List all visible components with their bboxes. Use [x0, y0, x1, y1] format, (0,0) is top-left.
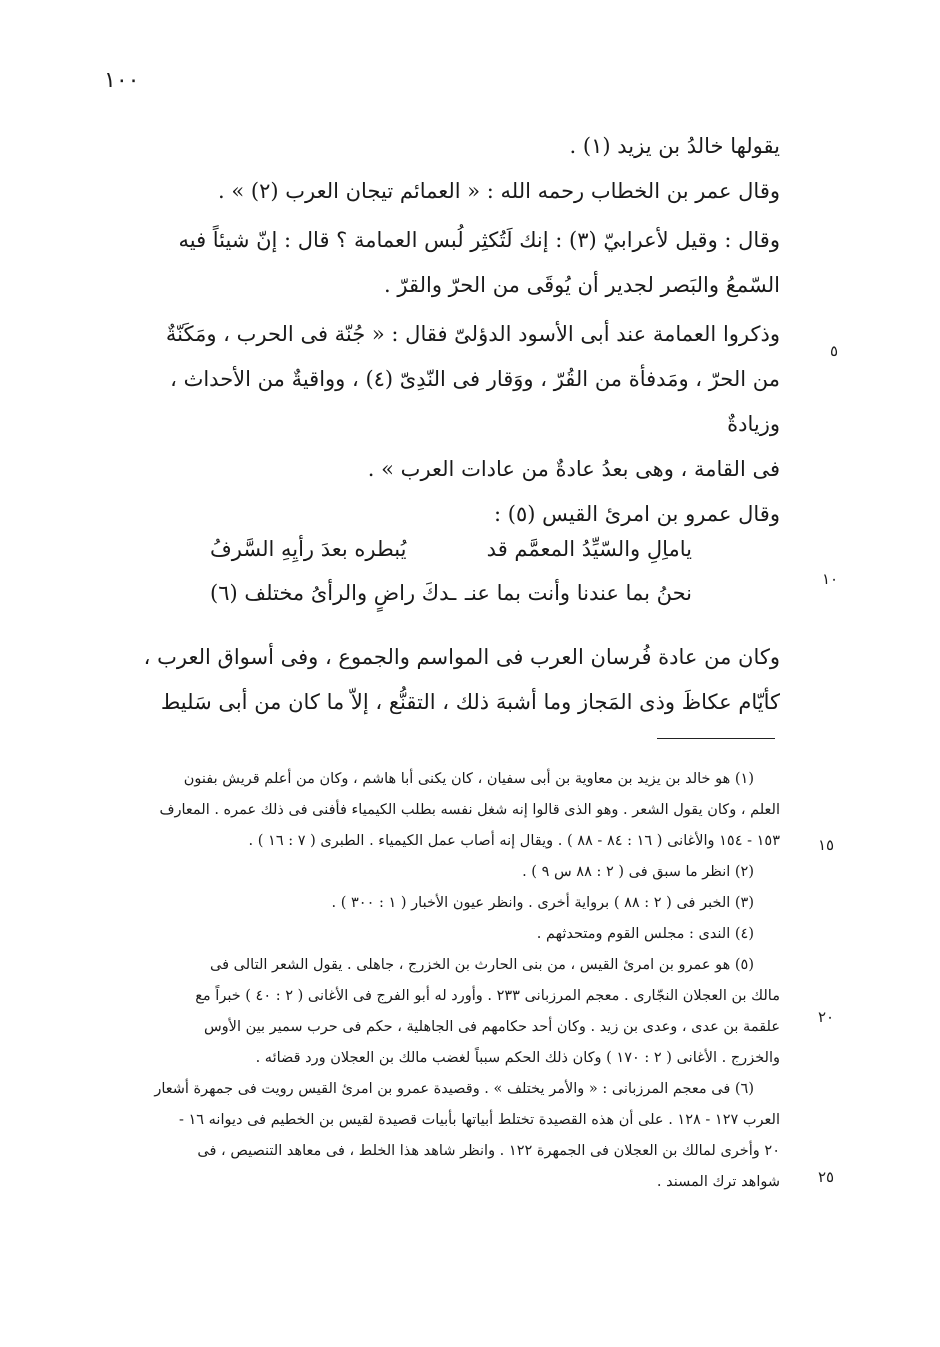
text-line: فى القامة ، وهى بعدُ عادةٌ من عادات العرب » .	[367, 457, 780, 481]
footnote-line: (٢) انظر ما سبق فى ( ٢ : ٨٨ س ٩ ) .	[522, 864, 754, 880]
footnote-separator	[657, 738, 775, 739]
footnote-line: (١) هو خالد بن يزيد بن معاوية بن أبى سفيان ، كان يكنى أبا هاشم ، وكان من أعلم قريش بفنون	[183, 771, 754, 787]
footnote-line: (٤) الندى : مجلس القوم ومتحدثهم .	[536, 926, 754, 942]
footnote-line: (٦) فى معجم المرزبانى : « والأمر يختلف » . وقصيدة عمرو بن امرئ القيس رويت فى جمهرة أشعار	[154, 1081, 754, 1097]
verse-line	[112, 581, 780, 625]
footnote-line: (٥) هو عمرو بن امرئ القيس ، من بنى الحارث بن الخزرج ، جاهلى . يقول الشعر التالى فى	[210, 957, 754, 973]
footnote-line: ٢٠ وأخرى لمالك بن العجلان فى الجمهرة ١٢٢ . وانظر شاهد هذا الخلط ، فى معاهد التنصيص ، فى	[197, 1143, 780, 1159]
verse-hemistich-left: ـدكَ راضٍ والرأىُ مختلف (٦)	[210, 581, 457, 605]
text-line: يقولها خالدُ بن يزيد (١) .	[569, 134, 780, 158]
footnote-line: (٣) الخبر فى ( ٢ : ٨٨ ) برواية أخرى . وانظر عيون الأخبار ( ١ : ٣٠٠ ) .	[331, 895, 754, 911]
page-number: ١٠٠	[104, 68, 140, 93]
footnote-line: شواهد ترك المسند .	[656, 1174, 780, 1190]
footnote-line: ١٥٣ - ١٥٤ والأغانى ( ١٦ : ٨٤ - ٨٨ ) . ويقال إنه أصاب عمل الكيمياء . الطبرى ( ٧ : ١٦ ) .	[248, 833, 780, 849]
text-line: السّمعُ والبَصر لجدير أن يُوقَى من الحرّ والقرّ .	[384, 273, 780, 297]
text-line: وذكروا العمامة عند أبى الأسود الدؤلىّ فقال : « جُنّة فى الحرب ، ومَكَنّةٌ	[165, 322, 780, 346]
footnote-line: العرب ١٢٧ - ١٢٨ . على أن هذه القصيدة تختلط أبياتها بأبيات قصيدة لقيس بن الخطيم فى ديوانه ١٦ -	[178, 1112, 780, 1128]
footnotes	[112, 764, 780, 1198]
footnote-line: علقمة بن عدى ، وعدى بن زيد . وكان أحد حكامهم فى الجاهلية ، حكم فى حرب سمير بين الأوس	[203, 1019, 780, 1035]
text-line: وقال : وقيل لأعرابيّ (٣) : إنك لَتُكثِر لُبس العمامة ؟ قال : إنّ شيئاً فيه	[178, 228, 780, 252]
text-line: كأيّام عكاظَ وذى المَجاز وما أشبهَ ذلك ، التقنُّع ، إلاّ ما كان من أبى سَليط	[160, 690, 780, 714]
text-line: وقال عمر بن الخطاب رحمه الله : « العمائم تيجان العرب (٢) » .	[218, 179, 780, 203]
text-line: وقال عمرو بن امرئ القيس (٥) :	[494, 502, 780, 526]
margin-line-number: ١٥	[818, 836, 835, 854]
margin-line-number: ٢٥	[818, 1168, 835, 1186]
footnote-line: والخزرج . الأغانى ( ٢ : ١٧٠ ) وكان ذلك الحكم سبباً لغضب مالك بن العجلان ورد قضائه .	[255, 1050, 780, 1066]
verse-line	[112, 537, 780, 581]
margin-line-number: ٥	[830, 342, 839, 360]
verse-hemistich-right: ياماِلِ والسّيِّدُ المعمَّم قد	[486, 537, 692, 561]
verse-hemistich-right: نحنُ بما عندنا وأنت بما عنـ	[464, 581, 692, 605]
verse-hemistich-left: يُبطره بعدَ رأيِهِ السَّرفُ	[210, 537, 407, 561]
footnote-line: العلم ، وكان يقول الشعر . وهو الذى قالوا إنه شغل نفسه بطلب الكيمياء فأفنى فى ذلك عمره . المعارف	[159, 802, 780, 818]
footnote-line: مالك بن العجلان النجّارى . معجم المرزبانى ٢٣٣ . وأورد له أبو الفرج فى الأغانى ( ٢ : ٤٠ ) خبراً مع	[195, 988, 780, 1004]
text-line: من الحرّ ، ومَدفأة من القُرّ ، ووَقار فى النّدِىّ (٤) ، وواقيةٌ من الأحداث ، وزيادةٌ	[170, 367, 780, 436]
text-line: وكان من عادة فُرسان العرب فى المواسم والجموع ، وفى أسواق العرب ،	[143, 645, 780, 669]
main-text	[112, 124, 780, 725]
margin-line-number: ١٠	[822, 570, 839, 588]
margin-line-number: ٢٠	[818, 1008, 835, 1026]
